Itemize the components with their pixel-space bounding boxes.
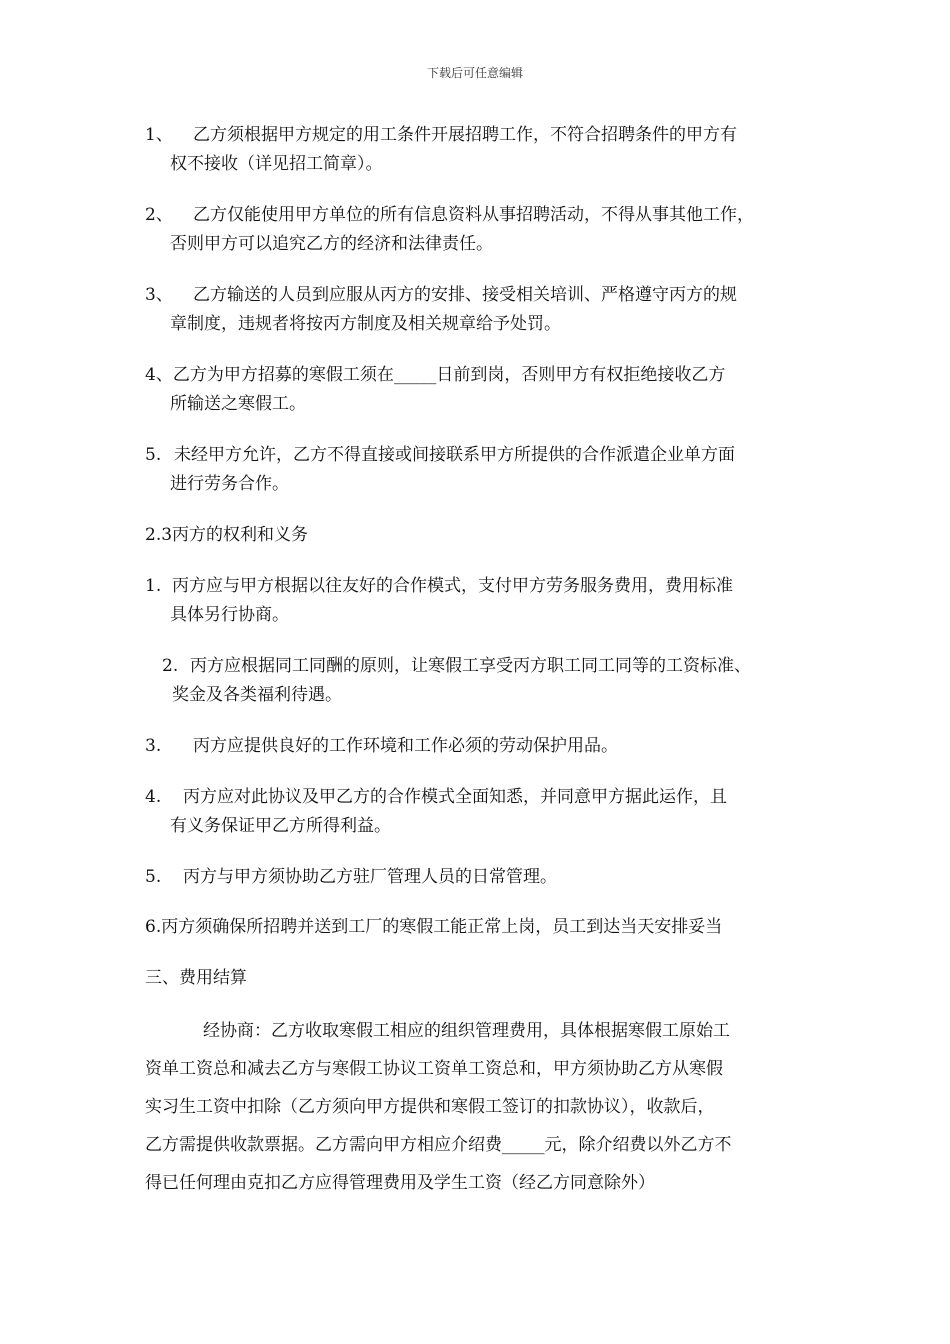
item-number: 2. [162, 656, 179, 676]
list-item-c3 [145, 735, 618, 757]
list-item-b5 [145, 444, 735, 466]
item-number: 5. [145, 445, 162, 465]
item-text-line2: 章制度，违规者将按丙方制度及相关规章给予处罚。 [170, 314, 561, 334]
paragraph-line: 乙方需提供收款票据。乙方需向甲方相应介绍费_____元，除介绍费以外乙方不 [145, 1135, 732, 1155]
list-item-b4: 4、乙方为甲方招募的寒假工须在_____日前到岗，否则甲方有权拒绝接收乙方 [145, 365, 726, 385]
list-item-b3 [145, 284, 737, 306]
item-text-line2: 否则甲方可以追究乙方的经济和法律责任。 [170, 234, 493, 254]
paragraph-line: 得已任何理由克扣乙方应得管理费用及学生工资（经乙方同意除外） [145, 1173, 655, 1193]
item-text-line1: 丙方应与甲方根据以往友好的合作模式，支付甲方劳务服务费用，费用标准 [172, 576, 733, 596]
item-number: 5. [145, 867, 162, 887]
item-text-line1: 丙方应根据同工同酬的原则，让寒假工享受丙方职工同工同等的工资标准、 [190, 656, 751, 676]
item-text-line2: 权不接收（详见招工简章）。 [170, 154, 383, 174]
section-heading-2-3: 2.3丙方的权利和义务 [145, 525, 309, 545]
list-item-b2 [145, 204, 754, 226]
item-text-line1: 乙方仅能使用甲方单位的所有信息资料从事招聘活动，不得从事其他工作， [193, 205, 754, 225]
item-number: 1. [145, 576, 162, 596]
item-text-line1: 乙方输送的人员到应服从丙方的安排、接受相关培训、严格遵守丙方的规 [193, 285, 737, 305]
item-number: 3. [145, 736, 162, 756]
section-heading-3: 三、费用结算 [145, 968, 247, 988]
list-item-c6: 6.丙方须确保所招聘并送到工厂的寒假工能正常上岗，员工到达当天安排妥当 [145, 917, 723, 937]
item-text-line1: 未经甲方允许，乙方不得直接或间接联系甲方所提供的合作派遣企业单方面 [174, 445, 735, 465]
item-text-line2: 进行劳务合作。 [170, 474, 289, 494]
item-number: 3、 [145, 285, 173, 305]
item-number: 4. [145, 787, 162, 807]
item-number: 1、 [145, 125, 173, 145]
paragraph-line: 实习生工资中扣除（乙方须向甲方提供和寒假工签订的扣款协议），收款后， [145, 1097, 715, 1117]
list-item-c1 [145, 575, 733, 597]
item-text-line2: 奖金及各类福利待遇。 [172, 685, 342, 705]
item-text-line2: 具体另行协商。 [170, 605, 289, 625]
list-item-b1 [145, 124, 737, 146]
page-header: 下载后可任意编辑 [426, 66, 523, 80]
paragraph-line: 经协商：乙方收取寒假工相应的组织管理费用，具体根据寒假工原始工 [203, 1021, 730, 1041]
item-text-line1: 乙方须根据甲方规定的用工条件开展招聘工作，不符合招聘条件的甲方有 [193, 125, 737, 145]
item-number: 2、 [145, 205, 173, 225]
item-text-line1: 丙方与甲方须协助乙方驻厂管理人员的日常管理。 [183, 867, 557, 887]
list-item-c4 [145, 786, 727, 808]
item-text-line2: 所输送之寒假工。 [170, 394, 306, 414]
paragraph-line: 资单工资总和减去乙方与寒假工协议工资单工资总和，甲方须协助乙方从寒假 [145, 1059, 723, 1079]
list-item-c5 [145, 866, 557, 888]
item-text-line2: 有义务保证甲乙方所得利益。 [170, 816, 391, 836]
item-text-line1: 丙方应提供良好的工作环境和工作必须的劳动保护用品。 [193, 736, 618, 756]
list-item-c2 [162, 655, 751, 677]
item-text-line1: 丙方应对此协议及甲乙方的合作模式全面知悉，并同意甲方据此运作，且 [183, 787, 727, 807]
